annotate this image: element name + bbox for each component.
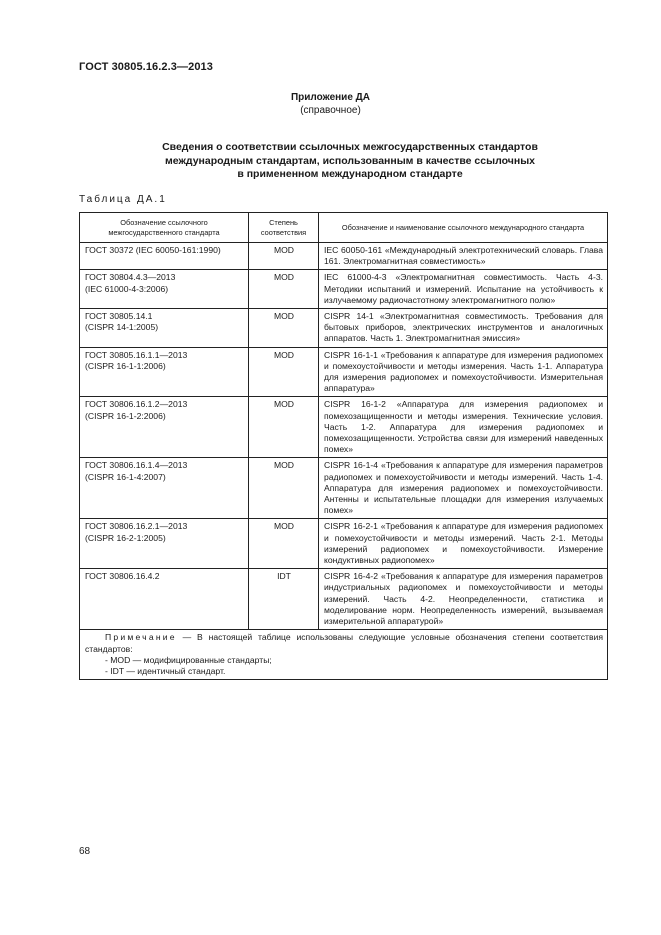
table-row	[80, 397, 608, 458]
cell-degree: MOD	[249, 243, 319, 270]
cell-standard-code: ГОСТ 30805.16.1.1—2013 (CISPR 16-1-1:2006)	[80, 347, 249, 397]
header-name: Обозначение и наименование ссылочного международного стандарта	[319, 213, 608, 243]
cell-degree: MOD	[249, 270, 319, 309]
cell-standard-code: ГОСТ 30806.16.2.1—2013 (CISPR 16-2-1:2005)	[80, 519, 249, 569]
appendix-subtitle: (справочное)	[300, 105, 361, 116]
cell-degree: MOD	[249, 519, 319, 569]
correspondence-table	[79, 212, 608, 680]
page-number: 68	[79, 846, 91, 857]
table-row	[80, 270, 608, 309]
document-title-line: Сведения о соответствии ссылочных межгосударственных стандартов	[162, 141, 538, 153]
cell-degree: MOD	[249, 309, 319, 348]
note-text: — В настоящей таблице использованы следующие условные обозначения степени соответствия стандартов:	[85, 632, 603, 654]
document-title-line: в примененном международном стандарте	[237, 168, 463, 180]
cell-standard-name: CISPR 16-4-2 «Требования к аппаратуре для измерения параметров индустриальных радиопомех и помехоустойчивости и методы измерений. Часть 4-2. Неопределенности, статистика и моделирование норм. Неопределенность измерений, вызываемая измерительной аппаратурой»	[319, 569, 608, 630]
appendix-heading	[0, 91, 661, 117]
table-row	[80, 569, 608, 630]
cell-standard-code: ГОСТ 30805.14.1 (CISPR 14-1:2005)	[80, 309, 249, 348]
table-row	[80, 458, 608, 519]
cell-standard-code: ГОСТ 30806.16.1.4—2013 (CISPR 16-1-4:2007)	[80, 458, 249, 519]
cell-degree: MOD	[249, 458, 319, 519]
cell-standard-name: CISPR 16-1-2 «Аппаратура для измерения радиопомех и помехозащищенности и методы измерения. Технические условия. Часть 1-2. Аппаратура для измерения радиопомех и помехозащищенности. Устройства связи для измерений наведенных помех»	[319, 397, 608, 458]
cell-standard-name: CISPR 16-1-4 «Требования к аппаратуре для измерения параметров радиопомех и помехоустойчивости и методы измерений. Часть 1-4. Аппаратура для измерения радиопомех и помехоустойчивости. Антенны и испытательные площадки для измерения излучаемых помех»	[319, 458, 608, 519]
cell-standard-name: IEC 60050-161 «Международный электротехнический словарь. Глава 161. Электромагнитная совместимость»	[319, 243, 608, 270]
table-header-row	[80, 213, 608, 243]
cell-standard-name: CISPR 16-2-1 «Требования к аппаратуре для измерения радиопомех и помехоустойчивости и методы измерений. Часть 2-1. Методы измерений радиопомех и помехоустойчивости. Измерение кондуктивных радиопомех»	[319, 519, 608, 569]
note-item-idt: - IDT — идентичный стандарт.	[105, 665, 226, 676]
document-title	[90, 141, 610, 182]
cell-standard-code: ГОСТ 30372 (IEC 60050-161:1990)	[80, 243, 249, 270]
cell-standard-name: IEC 61000-4-3 «Электромагнитная совместимость. Часть 4-3. Методики испытаний и измерений. Испытание на устойчивость к излучаемому радиочастотному электромагнитного полю»	[319, 270, 608, 309]
appendix-title: Приложение ДА	[290, 92, 371, 103]
cell-standard-code: ГОСТ 30806.16.1.2—2013 (CISPR 16-1-2:2006)	[80, 397, 249, 458]
note-word: Примечание	[105, 632, 177, 643]
table-row	[80, 309, 608, 348]
table-note-row	[80, 630, 608, 680]
table-note	[80, 630, 608, 680]
document-header-code: ГОСТ 30805.16.2.3—2013	[79, 61, 213, 73]
cell-degree: IDT	[249, 569, 319, 630]
document-title-line: международным стандартам, использованным в качестве ссылочных	[164, 154, 535, 167]
cell-degree: MOD	[249, 347, 319, 397]
header-degree: Степень соответствия	[249, 213, 319, 243]
cell-standard-code: ГОСТ 30804.4.3—2013 (IEC 61000-4-3:2006)	[80, 270, 249, 309]
note-lead	[85, 632, 603, 654]
header-code: Обозначение ссылочного межгосударственного стандарта	[80, 213, 249, 243]
cell-standard-code: ГОСТ 30806.16.4.2	[80, 569, 249, 630]
table-row	[80, 519, 608, 569]
table-label: Таблица ДА.1	[79, 194, 167, 205]
cell-degree: MOD	[249, 397, 319, 458]
note-item-mod: - MOD — модифицированные стандарты;	[105, 654, 272, 665]
table-row	[80, 347, 608, 397]
cell-standard-name: CISPR 16-1-1 «Требования к аппаратуре для измерения радиопомех и помехоустойчивости и методы измерения. Часть 1-1. Аппаратура для измерения радиопомех и помехоустойчивости. Измерительная аппаратура»	[319, 347, 608, 397]
table-row	[80, 243, 608, 270]
cell-standard-name: CISPR 14-1 «Электромагнитная совместимость. Требования для бытовых приборов, электрических инструментов и аналогичных аппаратов. Часть 1. Электромагнитная эмиссия»	[319, 309, 608, 348]
